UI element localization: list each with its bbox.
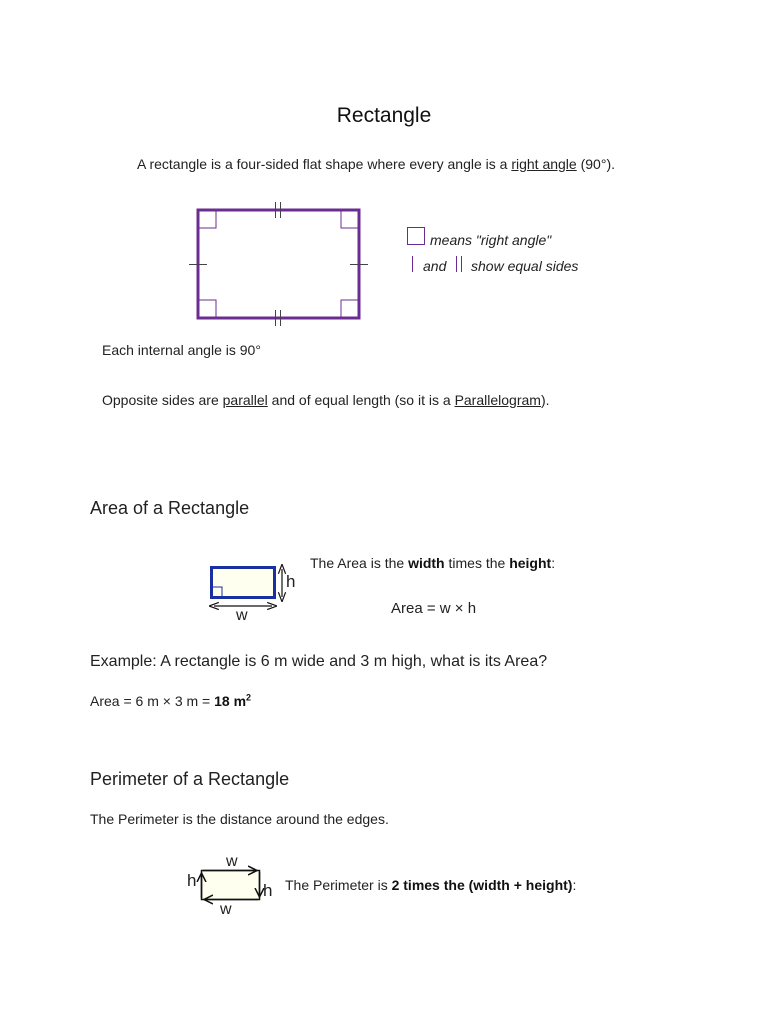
perimeter-formula-after: :	[572, 877, 577, 893]
area-desc-middle: times the	[444, 555, 510, 571]
legend-equal-sides-text: show equal sides	[471, 258, 579, 274]
internal-angle-text: Each internal angle is 90°	[102, 342, 261, 358]
perimeter-rectangle	[202, 871, 260, 900]
area-example: Example: A rectangle is 6 m wide and 3 m high, what is its Area?	[90, 653, 548, 670]
area-desc-width: width	[408, 555, 445, 571]
area-desc-height: height	[509, 555, 552, 571]
area-calc-exponent: 2	[246, 692, 252, 703]
perimeter-heading: Perimeter of a Rectangle	[90, 769, 290, 789]
opposite-middle: and of equal length (so it is a	[267, 392, 455, 408]
right-angle-link[interactable]: right angle	[511, 156, 577, 172]
parallel-link[interactable]: parallel	[222, 392, 268, 408]
area-diagram-w-label: w	[236, 607, 248, 624]
legend-right-angle-text: means "right angle"	[430, 232, 552, 248]
opposite-before: Opposite sides are	[102, 392, 223, 408]
perimeter-formula	[285, 877, 576, 893]
parallelogram-link[interactable]: Parallelogram	[454, 392, 541, 408]
page-title: Rectangle	[336, 104, 432, 127]
definition-after: (90°).	[576, 156, 615, 172]
perimeter-formula-bold: 2 times the (width + height)	[391, 877, 573, 893]
area-formula: Area = w × h	[391, 600, 477, 617]
area-heading: Area of a Rectangle	[90, 498, 250, 518]
definition-before: A rectangle is a four-sided flat shape where every angle is a	[137, 156, 512, 172]
perimeter-formula-before: The Perimeter is	[285, 877, 392, 893]
area-calc-prefix: Area = 6 m × 3 m =	[90, 693, 215, 709]
perimeter-w-top-label: w	[226, 853, 238, 870]
perimeter-h-left-label: h	[187, 871, 197, 890]
opposite-after: ).	[540, 392, 550, 408]
area-calc-result: 18 m	[214, 693, 247, 709]
area-diagram-h-label: h	[286, 572, 296, 591]
perimeter-w-bottom-label: w	[220, 901, 232, 918]
perimeter-description: The Perimeter is the distance around the edges.	[90, 811, 389, 827]
legend-and-text: and	[423, 258, 447, 274]
perimeter-h-right-label: h	[263, 881, 273, 900]
area-desc-after: :	[551, 555, 556, 571]
area-desc-before: The Area is the	[310, 555, 409, 571]
